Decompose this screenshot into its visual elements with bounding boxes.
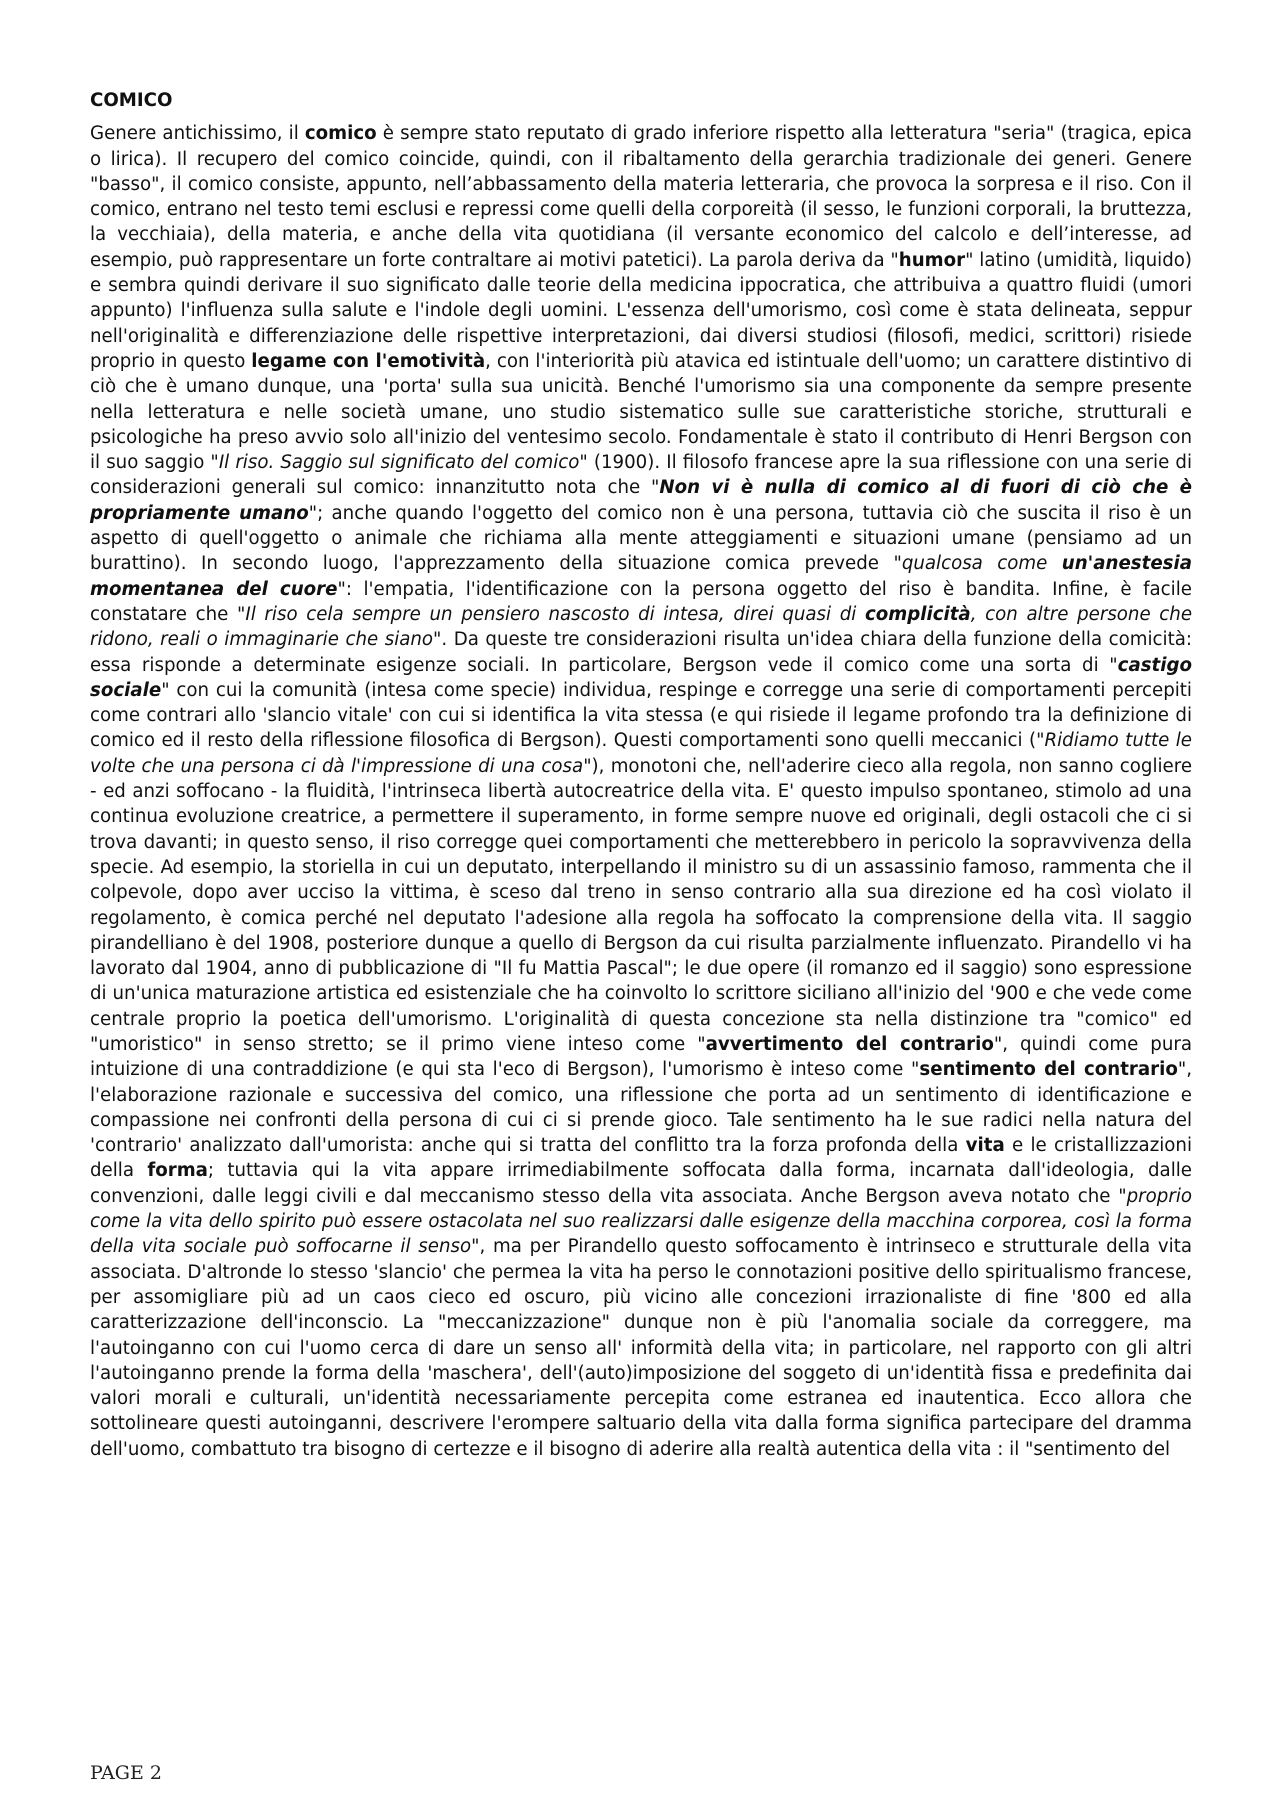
text-run: Genere antichissimo, il — [90, 123, 305, 145]
text-run: ". Da queste tre considerazioni risulta un'idea chiara della funzione della comicità: essa risponde a determinate esigenze sociali. In particolare, Bergson vede il comico come una sorta di " — [90, 629, 1192, 676]
emphasis-run: , con altre persone che ridono, reali o immaginarie che siano — [90, 603, 1193, 651]
emphasis-run: Il riso cela sempre un pensiero nascosto di intesa, direi quasi di — [245, 603, 865, 625]
text-run: , con l'interiorità più atavica ed istintuale dell'uomo; un carattere distintivo di ciò che è umano dunque, una 'porta' sulla sua unicità. Benché l'umorismo sia una componente da sempre presente nella letteratura e nelle società umane, uno studio sistematico sulle sue caratteristiche storiche, strutturali e psicologiche ha preso avvio solo all'inizio del ventesimo secolo. Fondamentale è stato il contributo di Henri Bergson con il suo saggio " — [90, 350, 1192, 474]
text-run: ", ma per Pirandello questo soffocamento è intrinseco e strutturale della vita associata. D'altronde lo stesso 'slancio' che permea la vita ha perso le connotazioni positive dello spiritualismo francese, per assomigliare più ad un caos cieco ed oscuro, più vicino alle concezioni irrazionaliste di fine '800 ed alla caratterizzazione dell'inconscio. La "meccanizzazione" dunque non è più l'anomalia sociale da correggere, ma l'autoinganno con cui l'uomo cerca di dare un senso all' informità della vita; in particolare, nel rapporto con gli altri l'autoinganno prende la forma della 'maschera', dell'(auto)imposizione del soggeto di un'identità fissa e predefinita dai valori morali e culturali, un'identità necessariamente percepita come estranea ed inautentica. Ecco allora che sottolineare questi autoinganni, descrivere l'erompere saltuario della vita dalla forma significa partecipare del dramma dell'uomo, combattuto tra bisogno di certezze e il bisogno di aderire alla realtà autentica della vita : il "sentimento del — [90, 1236, 1192, 1460]
text-run: ; tuttavia qui la vita appare irrimediabilmente soffocata dalla forma, incarnata dall'ideologia, dalle convenzioni, dalle leggi civili e dal meccanismo stesso della vita associata. Anche Bergson aveva notato che " — [90, 1160, 1192, 1207]
emphasis-run: vita — [965, 1135, 1005, 1157]
emphasis-run: avvertimento del contrario — [705, 1033, 994, 1055]
text-run: ", quindi come pura intuizione di una contraddizione (e qui sta l'eco di Bergson), l'umorismo è inteso come " — [90, 1033, 1192, 1081]
text-run: ": l'empatia, l'identificazione con la persona oggetto del riso è bandita. Infine, è facile constatare che " — [90, 578, 1192, 625]
emphasis-run: humor — [898, 249, 966, 271]
emphasis-run: proprio come la vita dello spirito può essere ostacolata nel suo realizzarsi dalle esigenze della macchina corporea, così la forma della vita sociale può soffocarne il senso — [90, 1185, 1192, 1258]
text-run: "), monotoni che, nell'aderire cieco alla regola, non sanno cogliere - ed anzi soffocano - la fluidità, l'intrinseca libertà autocreatrice della vita. E' questo impulso spontaneo, stimolo ad una continua evoluzione creatrice, a permettere il superamento, in forme sempre nuove ed originali, degli ostacoli che ci si trova davanti; in questo senso, il riso corregge quei comportamenti che metterebbero in pericolo la sopravvivenza della specie. Ad esempio, la storiella in cui un deputato, interpellando il ministro su di un assassinio famoso, rammenta che il colpevole, dopo aver ucciso la vittima, è sceso dal treno in senso contrario alla sua direzione ed ha così violato il regolamento, è comica perché nel deputato l'adesione alla regola ha soffocato la comprensione della vita. Il saggio pirandelliano è del 1908, posteriore dunque a quello di Bergson da cui risulta parzialmente influenzato. Pirandello vi ha lavorato dal 1904, anno di pubblicazione di "Il fu Mattia Pascal"; le due opere (il romanzo ed il saggio) sono espressione di un'unica maturazione artistica ed esistenziale che ha coinvolto lo scrittore siciliano all'inizio del '900 e che vede come centrale proprio la poetica dell'umorismo. L'originalità di questa concezione sta nella distinzione tra "comico" ed "umoristico" in senso stretto; se il primo viene inteso come " — [90, 755, 1193, 1055]
text-run: è sempre stato reputato di grado inferiore rispetto alla letteratura "seria" (tragica, epica o lirica). Il recupero del comico coincide, quindi, con il ribaltamento della gerarchia tradizionale dei generi. Genere "basso", il comico consiste, appunto, nell’abbassamento della materia letteraria, che provoca la sorpresa e il riso. Con il comico, entrano nel testo temi esclusi e repressi come quelli della corporeità (il sesso, le funzioni corporali, la bruttezza, la vecchiaia), della materia, e anche della vita quotidiana (il versante economico del calcolo e dell’interesse, ad esempio, può rappresentare un forte contraltare ai motivi patetici). La parola deriva da " — [90, 123, 1192, 271]
emphasis-run: sentimento del contrario — [919, 1059, 1178, 1081]
body-paragraph — [90, 121, 1192, 1462]
page-footer: PAGE 2 — [90, 1762, 162, 1784]
emphasis-run: forma — [147, 1160, 208, 1182]
emphasis-run: legame con l'emotività — [251, 350, 486, 372]
emphasis-run: Ridiamo tutte le volte che una persona ci dà l'impressione di una cosa — [90, 730, 1192, 777]
emphasis-run: Non vi è nulla di comico al di fuori di ciò che è propriamente umano — [90, 477, 1192, 524]
emphasis-run: castigo sociale — [90, 654, 1192, 701]
emphasis-run: Il riso. Saggio sul significato del comico — [218, 452, 580, 474]
text-run: "; anche quando l'oggetto del comico non è una persona, tuttavia ciò che suscita il riso è un aspetto di quell'oggetto o animale che richiama alla mente atteggiamenti e situazioni umane (pensiamo ad un burattino). In secondo luogo, l'apprezzamento della situazione comica prevede " — [90, 502, 1192, 575]
text-run: " (1900). Il filosofo francese apre la sua riflessione con una serie di considerazioni generali sul comico: innanzitutto nota che " — [90, 452, 1192, 499]
document-title: COMICO — [90, 90, 173, 111]
text-run: ", l'elaborazione razionale e successiva del comico, una riflessione che porta ad un sentimento di identificazione e compassione nei confronti della persona di cui ci si prende gioco. Tale sentimento ha le sue radici nella natura del 'contrario' analizzato dall'umorista: anche qui si tratta del conflitto tra la forza profonda della — [90, 1059, 1192, 1157]
emphasis-run: qualcosa come — [901, 553, 1062, 575]
text-run: " latino (umidità, liquido) e sembra quindi derivare il suo significato dalle teorie della medicina ippocratica, che attribuiva a quattro fluidi (umori appunto) l'influenza sulla salute e l'indole degli uomini. L'essenza dell'umorismo, così come è stata delineata, seppur nell'originalità e differenziazione delle rispettive interpretazioni, dai diversi studiosi (filosofi, medici, scrittori) risiede proprio in questo — [90, 249, 1192, 372]
text-run: e le cristallizzazioni della — [90, 1135, 1192, 1182]
document-page — [90, 88, 1192, 1462]
emphasis-run: complicità — [865, 603, 971, 625]
emphasis-run: comico — [304, 123, 377, 145]
text-run: " con cui la comunità (intesa come specie) individua, respinge e corregge una serie di comportamenti percepiti come contrari allo 'slancio vitale' con cui si identifica la vita stessa (e qui risiede il legame profondo tra la definizione di comico ed il resto della riflessione filosofica di Bergson). Questi comportamenti sono quelli meccanici (" — [90, 679, 1192, 752]
emphasis-run: un'anestesia momentanea del cuore — [90, 553, 1192, 600]
